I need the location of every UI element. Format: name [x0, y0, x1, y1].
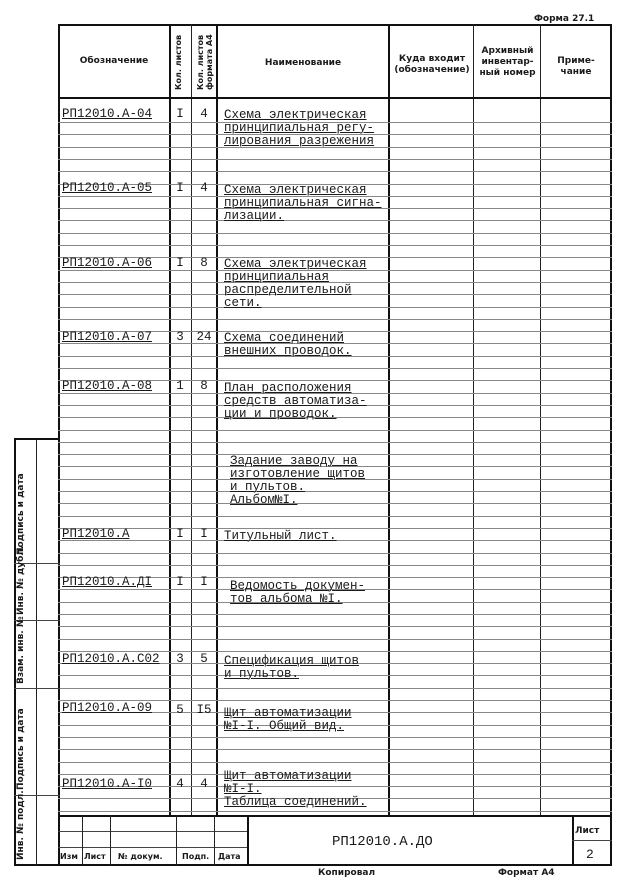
side-label-dup-inv: Инв. № дубл.: [16, 545, 26, 615]
form-label: Форма 27.1: [534, 14, 595, 24]
col-sep-2: [191, 24, 192, 816]
grid-row-line: [58, 749, 612, 750]
tb-col-3: [176, 815, 177, 865]
row-sheets: I: [176, 527, 184, 541]
row-a4: 4: [200, 107, 208, 121]
grid-row-line: [58, 639, 612, 640]
tb-col-sheet: Лист: [84, 852, 106, 861]
tb-col-5: [247, 815, 249, 865]
row-sheets: I: [176, 575, 184, 589]
grid-row-line: [58, 171, 612, 172]
col-sep-5: [473, 24, 474, 816]
header-name: Наименование: [264, 58, 342, 68]
row-name: Титульный лист.: [224, 529, 337, 543]
grid-row-line: [58, 442, 612, 443]
row-name: Схема электрическая принципиальная регу- лирования разрежения: [224, 108, 375, 148]
tb-col-date: Дата: [218, 852, 241, 861]
row-designation: РП12010.А-05: [62, 181, 153, 195]
row-designation: РП12010.А-I0: [62, 777, 153, 791]
row-sheets: 3: [176, 330, 184, 344]
row-designation: РП12010.А-09: [62, 701, 153, 715]
row-name: Задание заводу на изготовление щитов и пультов. Альбом№I.: [230, 454, 366, 507]
grid-row-line: [58, 811, 612, 812]
doc-code: РП12010.А.ДО: [332, 834, 433, 850]
tb-col-4: [214, 815, 215, 865]
side-top: [14, 438, 60, 440]
row-name: Ведомость докумен- тов альбома №I.: [230, 579, 366, 606]
tb-sheet-sep: [572, 840, 612, 841]
header-sheet-count: Кол. листов: [174, 34, 183, 90]
grid-row-line: [58, 626, 612, 627]
sheet-label: Лист: [575, 826, 600, 836]
row-sheets: I: [176, 181, 184, 195]
row-sheets: 3: [176, 652, 184, 666]
frame-right: [610, 24, 612, 866]
row-designation: РП12010.А: [62, 527, 130, 541]
header-where-used: Куда входит (обозначение): [394, 54, 470, 75]
footer-copied: Копировал: [318, 868, 376, 878]
frame-top: [58, 24, 612, 26]
grid-row-line: [58, 430, 612, 431]
row-sheets: 1: [176, 379, 184, 393]
row-designation: РП12010.А-06: [62, 256, 153, 270]
row-a4: I: [200, 527, 208, 541]
row-name: Схема электрическая принципиальная сигна- лизации.: [224, 183, 382, 223]
side-column-mid: [36, 438, 37, 866]
side-sep-3: [14, 688, 60, 689]
tb-col-change: Изм: [60, 852, 78, 861]
row-sheets: 5: [176, 703, 184, 717]
row-name: План расположения средств автоматиза- ции и проводок.: [224, 381, 367, 421]
tb-col-doc-no: № докум.: [118, 852, 163, 861]
sheet-number: 2: [586, 847, 594, 862]
grid-row-line: [58, 368, 612, 369]
row-a4: 4: [200, 777, 208, 791]
tb-col-sign: Подп.: [182, 852, 210, 861]
title-block-row-2: [58, 847, 248, 848]
header-sheet-count-a4: [196, 30, 214, 90]
row-a4: I5: [196, 703, 212, 717]
grid-row-line: [58, 614, 612, 615]
title-block-row-1: [58, 831, 248, 832]
grid-row-line: [58, 553, 612, 554]
row-a4: I: [200, 575, 208, 589]
frame-bottom: [14, 864, 612, 866]
col-sep-4: [388, 24, 390, 816]
row-designation: РП12010.А-07: [62, 330, 153, 344]
grid-row-line: [58, 688, 612, 689]
grid-row-line: [58, 319, 612, 320]
header-bottom: [58, 97, 612, 99]
header-note: Приме-чание: [557, 56, 595, 77]
row-designation: РП12010.А-08: [62, 379, 153, 393]
row-sheets: I: [176, 107, 184, 121]
footer-format: Формат А4: [498, 868, 555, 878]
col-sep-1: [169, 24, 171, 816]
col-sep-3: [216, 24, 218, 816]
frame-left: [58, 24, 60, 866]
row-name: Спецификация щитов и пультов.: [224, 654, 360, 681]
grid-row-line: [58, 762, 612, 763]
grid-row-line: [58, 516, 612, 517]
row-designation: РП12010.А-04: [62, 107, 153, 121]
side-label-orig-inv: Инв. № подл.: [16, 790, 26, 860]
grid-row-line: [58, 245, 612, 246]
col-sep-6: [540, 24, 541, 816]
row-a4: 8: [200, 256, 208, 270]
row-a4: 5: [200, 652, 208, 666]
row-sheets: 4: [176, 777, 184, 791]
row-name: Схема соединений внешних проводок.: [224, 331, 352, 358]
side-label-sign-date-top: Подпись и дата: [16, 473, 26, 555]
title-block-top: [58, 815, 612, 817]
row-designation: РП12010.А.С02: [62, 652, 160, 666]
row-a4: 8: [200, 379, 208, 393]
row-name: Щит автоматизации №I-I. Общий вид.: [224, 706, 352, 733]
grid-row-line: [58, 159, 612, 160]
row-sheets: I: [176, 256, 184, 270]
header-designation: Обозначение: [79, 56, 149, 66]
row-name: Щит автоматизации №I-I. Таблица соединений.: [224, 769, 367, 809]
tb-col-1: [82, 815, 83, 865]
row-designation: РП12010.А.ДI: [62, 575, 153, 589]
grid-row-line: [58, 233, 612, 234]
grid-row-line: [58, 737, 612, 738]
tb-col-2: [110, 815, 111, 865]
header-sheet-count-a4-text: Кол. листов формата А4: [196, 34, 214, 90]
row-name: Схема электрическая принципиальная распределительной сети.: [224, 257, 367, 310]
side-label-sign-date-bottom: Подпись и дата: [16, 708, 26, 790]
grid-row-line: [58, 565, 612, 566]
row-a4: 24: [196, 330, 212, 344]
row-a4: 4: [200, 181, 208, 195]
side-label-replace-inv: Взам. инв. №: [16, 616, 26, 684]
header-archive-number: Архивный инвентар-ный номер: [479, 46, 536, 78]
